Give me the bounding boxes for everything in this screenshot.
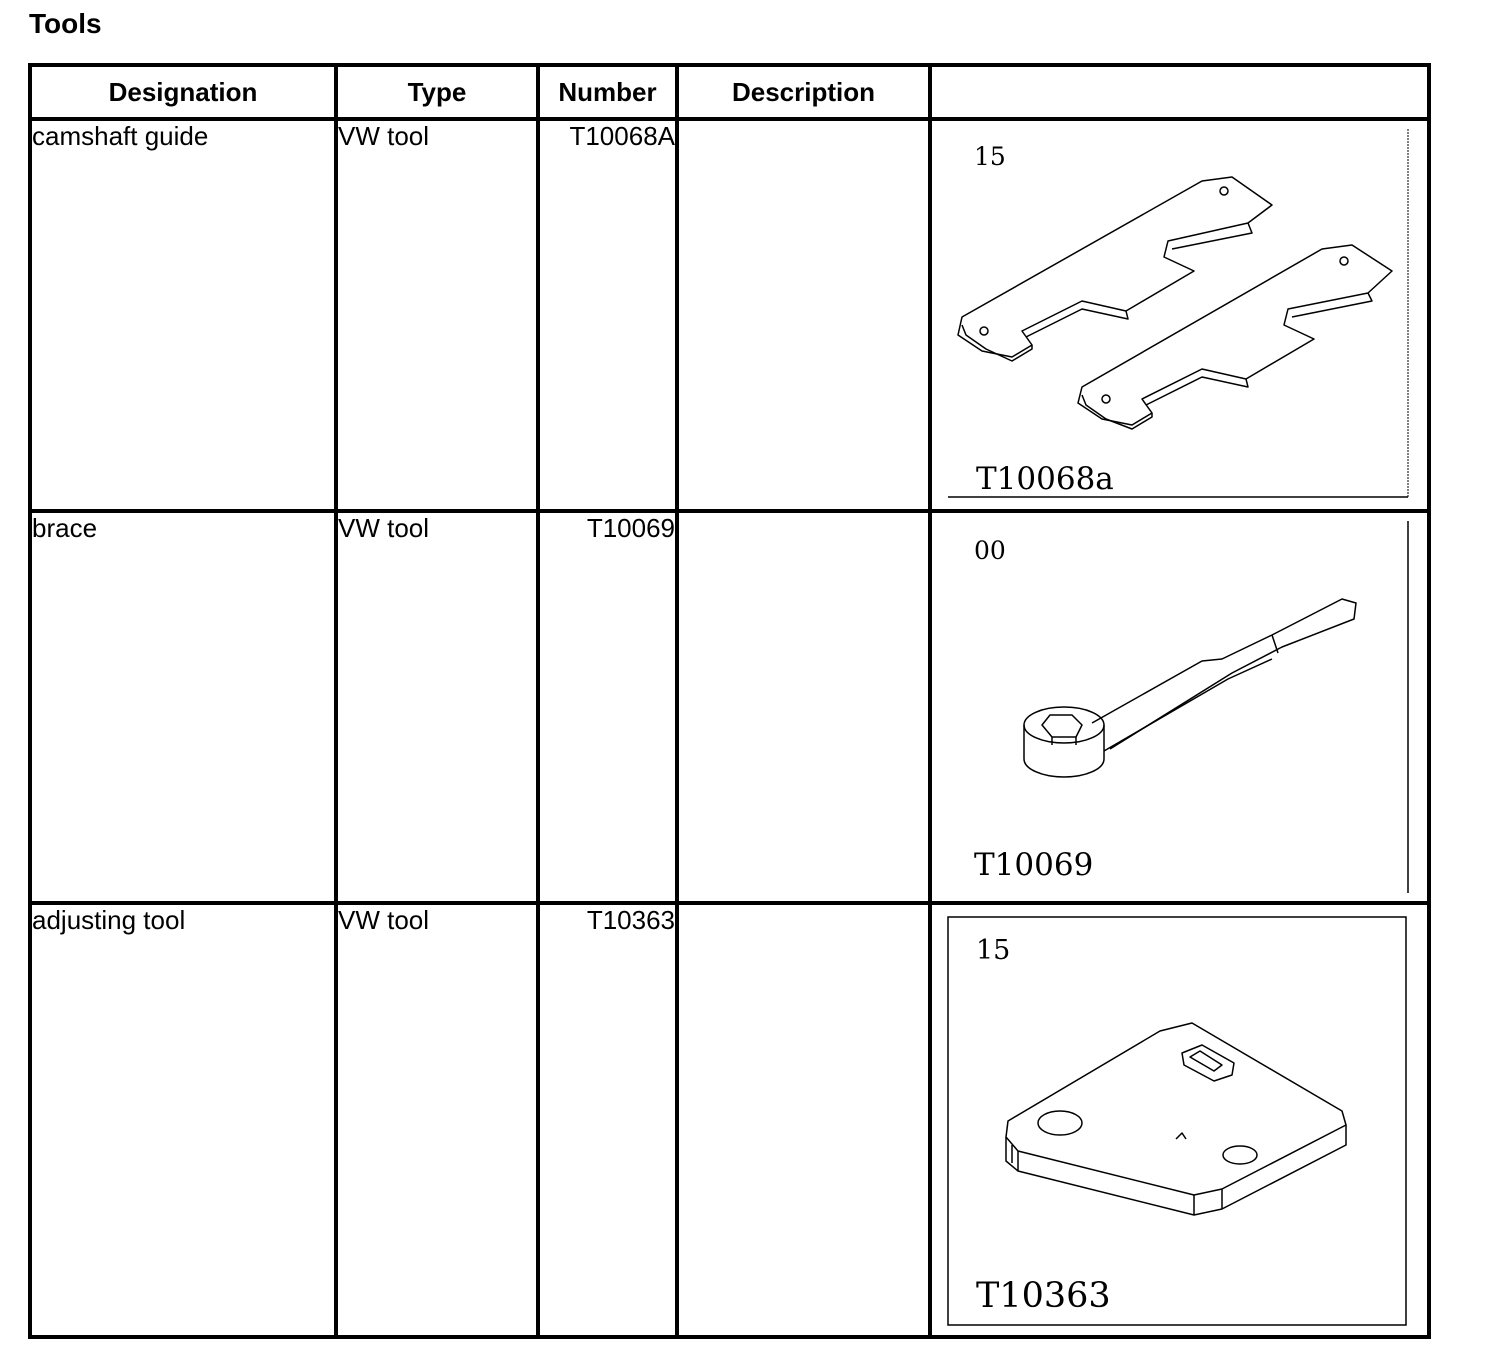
table-row [30, 511, 1429, 903]
adjusting-tool-illustration [932, 905, 1427, 1335]
figure-caption: T10068a [976, 461, 1114, 497]
figure-caption: T10069 [974, 847, 1094, 883]
table-row [30, 119, 1429, 511]
tool-image-cell [930, 903, 1429, 1337]
type-cell: VW tool [336, 119, 538, 511]
description-cell [677, 903, 930, 1337]
designation-cell: camshaft guide [30, 119, 336, 511]
brace-icon [1024, 599, 1356, 777]
header-image [930, 65, 1429, 119]
designation-cell: brace [30, 511, 336, 903]
header-description: Description [677, 65, 930, 119]
page-title: Tools [29, 8, 102, 39]
figure-caption: T10363 [976, 1276, 1111, 1316]
adjusting-tool-icon [1006, 1023, 1346, 1215]
header-type: Type [336, 65, 538, 119]
camshaft-guide-icon [958, 177, 1392, 429]
description-cell [677, 511, 930, 903]
designation-cell: adjusting tool [30, 903, 336, 1337]
table-row [30, 903, 1429, 1337]
number-cell: T10069 [538, 511, 677, 903]
tool-image-cell [930, 511, 1429, 903]
brace-illustration [932, 513, 1427, 901]
table-header-row [30, 65, 1429, 119]
header-designation: Designation [30, 65, 336, 119]
figure-top-label: 15 [974, 142, 1006, 171]
header-number: Number [538, 65, 677, 119]
figure-top-label: 15 [976, 935, 1011, 966]
tools-table [28, 63, 1431, 1339]
number-cell: T10363 [538, 903, 677, 1337]
tool-image-cell [930, 119, 1429, 511]
camshaft-guide-illustration [932, 121, 1427, 509]
type-cell: VW tool [336, 511, 538, 903]
number-cell: T10068A [538, 119, 677, 511]
figure-top-label: 00 [974, 536, 1006, 565]
description-cell [677, 119, 930, 511]
type-cell: VW tool [336, 903, 538, 1337]
